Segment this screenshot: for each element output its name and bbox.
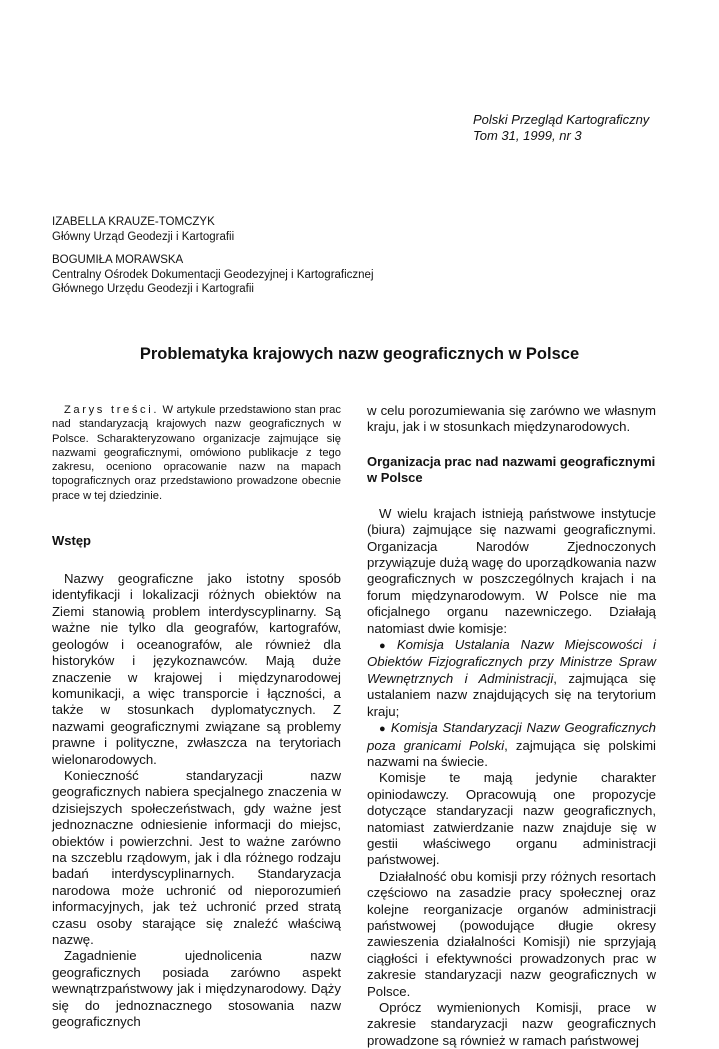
author-affiliation: Głównego Urzędu Geodezji i Kartografii <box>52 283 254 295</box>
abstract-label: Zarys treści. <box>64 404 160 416</box>
author-name: IZABELLA KRAUZE-TOMCZYK <box>52 216 215 228</box>
journal-name: Polski Przegląd Kartograficzny <box>473 112 650 127</box>
author-affiliation: Centralny Ośrodek Dokumentacji Geodezyjnej i Kartograficznej <box>52 268 374 281</box>
journal-issue: Tom 31, 1999, nr 3 <box>473 128 582 143</box>
commission-name: Komisja Ustalania Nazw Miejscowości i Obiektów Fizjograficznych przy Ministrze Spraw Wewnętrznych i Administracji <box>367 637 656 686</box>
paragraph-continued: w celu porozumiewania się zarówno we własnym kraju, jak i w stosunkach międzynarodowych. <box>367 403 656 435</box>
list-item-text: , zajmująca się ustalaniem nazw znajdujących się na terytorium kraju; <box>367 670 656 719</box>
paragraph: Zagadnienie ujednolicenia nazw geograficznych posiada zarówno aspekt wewnątrzpaństwowy jak i międzynarodowy. Dąży się do jednoznacznego stosowania nazw geograficznych <box>52 948 341 1030</box>
section-heading-intro: Wstęp <box>52 533 91 549</box>
commission-name: Komisja Standaryzacji Nazw Geograficznych poza granicami Polski <box>367 720 656 753</box>
paragraph: W wielu krajach istnieją państwowe instytucje (biura) zajmujące się nazwami geograficznymi. Organizacja Narodów Zjednoczonych przywiązuje dużą wagę do uporządkowania nazw geograficznych w poszczególnych krajach i na forum międzynarodowym. W Polsce nie ma oficjalnego organu nazewniczego. Działają natomiast dwie komisje: <box>367 505 656 636</box>
left-column <box>52 403 341 1030</box>
author-name: BOGUMIŁA MORAWSKA <box>52 254 184 266</box>
bullet-icon: ● <box>379 723 387 736</box>
paragraph: Konieczność standaryzacji nazw geograficznych nabiera specjalnego znaczenia w dzisiejszych społeczeństwach, gdy ważne jest jednoznaczne odniesienie informacji do miejsc, obiektów i powierzchni. Jest to ważne zarówno na szczeblu rządowym, jak i dla różnego rodzaju badań interdyscyplinarnych. Standaryzacja narodowa może uchronić od nieporozumień informacyjnych, jak też uchronić przed stratą czasu osoby starające się znaleźć właściwą nazwę. <box>52 767 341 948</box>
journal-header <box>473 112 649 144</box>
right-column <box>367 403 656 1049</box>
article-title: Problematyka krajowych nazw geograficznych w Polsce <box>139 345 580 363</box>
paragraph: Komisje te mają jedynie charakter opiniodawczy. Opracowują one propozycje dotyczące standaryzacji nazw geograficznych, natomiast zatwierdzanie nazw znajduje się w gestii właściwego organu administracji państwowej. <box>367 770 656 868</box>
abstract <box>52 403 341 503</box>
list-item <box>367 720 656 770</box>
section-heading-organization: Organizacja prac nad nazwami geograficznymi w Polsce <box>367 453 656 485</box>
list-item <box>367 637 656 720</box>
paragraph: Działalność obu komisji przy różnych resortach częściowo na zasadzie pracy społecznej oraz kolejne reorganizacje organów administracji państwowej (powodujące długie okresy zawieszenia działalności Komisji) nie sprzyjają ciągłości i efektywności prowadzonych prac w zakresie standaryzacji nazw geograficznych w Polsce. <box>367 868 656 999</box>
author-block <box>52 215 374 297</box>
paragraph: Nazwy geograficzne jako istotny sposób identyfikacji i lokalizacji różnych obiektów na Ziemi stanowią problem interdyscyplinarny. Są ważne nie tylko dla geografów, kartografów, geologów i oceanografów, ale również dla historyków i językoznawców. Mają duże znaczenie w krajowej i międzynarodowej komunikacji, a więc transporcie i łączności, a także w stosunkach dyplomatycznych. Z nazwami geograficznymi związane są problemy prawne i polityczne, zwłaszcza na terytoriach wielonarodowych. <box>52 571 341 767</box>
author-affiliation: Główny Urząd Geodezji i Kartografii <box>52 230 235 243</box>
bullet-icon: ● <box>379 640 393 653</box>
paragraph: Oprócz wymienionych Komisji, prace w zakresie standaryzacji nazw geograficznych prowadzone są również w ramach państwowej <box>367 1000 656 1048</box>
list-item-text: , zajmująca się polskimi nazwami na świecie. <box>367 737 656 769</box>
abstract-text: W artykule przedstawiono stan prac nad standaryzacją krajowych nazw geograficznych w Polsce. Scharakteryzowano organizacje zajmujące się nazwami geograficznymi, omówiono publikacje z tego zakresu, oceniono opracowanie nazw na mapach topograficznych oraz przedstawiono prowadzone obecnie prace w tej dziedzinie. <box>52 404 342 502</box>
